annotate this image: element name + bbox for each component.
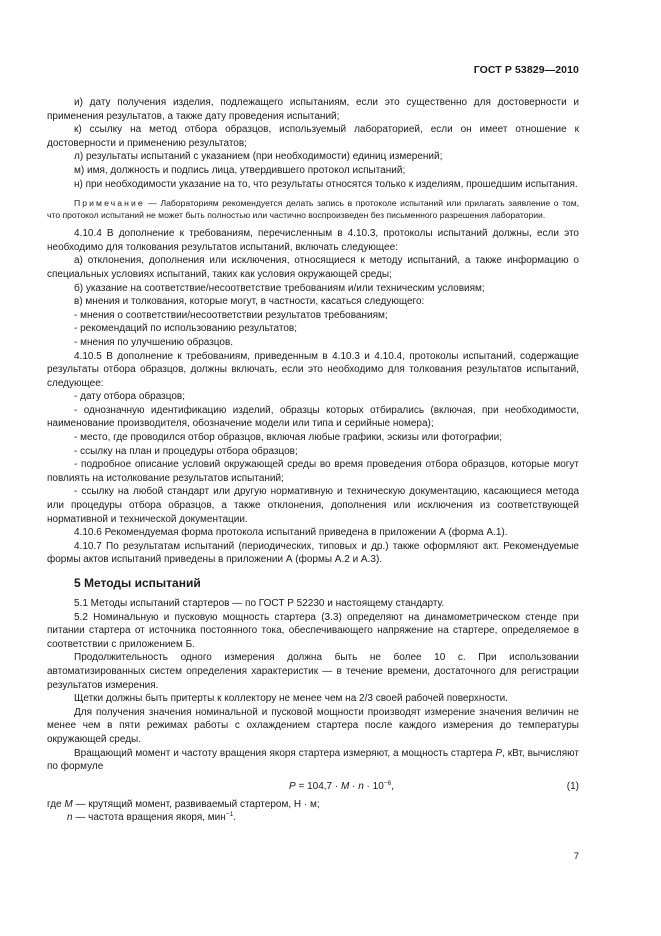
list-item: - подробное описание условий окружающей среды во время проведения отбора образцов, которые могут повлиять на истолкование результатов испытаний; xyxy=(47,459,579,484)
text-span: , xyxy=(391,780,394,792)
note xyxy=(47,197,579,221)
text-span: — частота вращения якоря, мин xyxy=(72,812,226,824)
list-item: в) мнения и толкования, которые могут, в частности, касаться следующего: xyxy=(74,296,425,308)
list-item: - мнения о соответствии/несоответствии результатов требованиям; xyxy=(74,309,388,321)
list-item: л) результаты испытаний с указанием (при необходимости) единиц измерений; xyxy=(74,151,443,163)
exponent: −6 xyxy=(383,779,392,787)
formula-expression xyxy=(289,780,394,794)
formula-number: (1) xyxy=(566,780,579,792)
variable: n xyxy=(67,812,73,824)
note-text: — Лабораториям рекомендуется делать запись в протоколе испытаний или прилагать заявление о том, что протокол испытаний не может быть полностью или частично воспроизведен без письменного разрешения лаборатории. xyxy=(47,198,579,221)
variable: M xyxy=(340,780,350,792)
list-item: - ссылку на любой стандарт или другую нормативную и техническую документацию, касающиеся метода или процедуры отбора образцов, а также отклонения, дополнения или исключения из соответствующей нормативной и технической документации. xyxy=(47,486,579,525)
section-5-title: 5 Методы испытаний xyxy=(74,576,201,590)
list-item: б) указание на соответствие/несоответствие требованиям и/или техническим условиям; xyxy=(74,282,485,294)
text-span: где xyxy=(47,798,65,810)
clause-5-1: 5.1 Методы испытаний стартеров — по ГОСТ Р 52230 и настоящему стандарту. xyxy=(74,598,445,609)
paragraph: Для получения значения номинальной и пусковой мощности производят измерение значения величин не менее чем в пяти режимах работы с охлаждением стартера после каждого измерения до температуры окружающей среды. xyxy=(47,706,579,745)
variable: P xyxy=(495,747,503,759)
page-content xyxy=(47,96,579,825)
note-label: Примечание xyxy=(74,198,145,209)
variable: M xyxy=(64,798,73,810)
list-item: к) ссылку на метод отбора образцов, используемый лабораторией, если он имеет отношение к достоверности и применению результатов; xyxy=(47,124,579,149)
list-item: н) при необходимости указание на то, что результаты относятся только к изделиям, прошедшим испытания. xyxy=(74,178,578,190)
list-item: м) имя, должность и подпись лица, утвердившего протокол испытаний; xyxy=(74,164,406,176)
clause-5-2: 5.2 Номинальную и пусковую мощность стартера (3.3) определяют на динамометрическом стенде при питании стартера от источника постоянного тока, обеспечивающего напряжение на стартере, определяемое в соответствии с приложением Б. xyxy=(47,611,579,650)
paragraph: Щетки должны быть притерты к коллектору не менее чем на 2/3 своей рабочей поверхности. xyxy=(74,693,508,705)
list-item: а) отклонения, дополнения или исключения, относящиеся к методу испытаний, а также информацию о специальных условиях испытаний, таких как условия окружающей среды; xyxy=(47,255,579,280)
text-span: , кВт, вычисляют по формуле xyxy=(47,747,579,773)
clause-4-10-5: 4.10.5 В дополнение к требованиям, приведенным в 4.10.3 и 4.10.4, протоколы испытаний, содержащие результаты отбора образцов, должны включать, если это необходимо для толкования результатов испытаний, следующее: xyxy=(47,350,579,389)
text-span: Вращающий момент и частоту вращения якоря стартера измеряют, а мощность стартера xyxy=(74,747,496,759)
where-line xyxy=(47,798,579,812)
paragraph: Продолжительность одного измерения должна быть не более 10 с. При использовании автоматизированных систем определения характеристик — в течение времени, достаточного для регистрации результатов измерения. xyxy=(47,652,579,691)
list-item: - дату отбора образцов; xyxy=(74,391,186,403)
exponent: −1 xyxy=(225,811,234,819)
list-item: - мнения по улучшению образцов. xyxy=(74,336,234,348)
list-item: - место, где проводился отбор образцов, включая любые графики, эскизы или фотографии; xyxy=(74,432,503,444)
where-line xyxy=(47,811,579,825)
text-span: · xyxy=(349,780,359,792)
clause-4-10-7: 4.10.7 По результатам испытаний (периодических, типовых и др.) также оформляют акт. Рекомендуемые формы актов испытаний приведены в приложении А (формы А.2 и А.3). xyxy=(47,540,579,566)
list-item: - однозначную идентификацию изделий, образцы которых отбирались (включая, при необходимости, наименование производителя, обозначение модели или типа и серийные номера); xyxy=(47,404,579,430)
formula-1 xyxy=(47,780,579,796)
text-span: . xyxy=(233,812,236,824)
standard-header: ГОСТ Р 53829—2010 xyxy=(473,64,579,76)
text-span: = 104,7 · xyxy=(295,780,341,792)
clause-4-10-4: 4.10.4 В дополнение к требованиям, перечисленным в 4.10.3, протоколы испытаний должны, если это необходимо для толкования результатов испытаний, включать следующее: xyxy=(47,228,579,253)
text-span: — крутящий момент, развиваемый стартером, Н · м; xyxy=(72,798,320,810)
page-number: 7 xyxy=(573,851,579,862)
list-item: - рекомендаций по использованию результатов; xyxy=(74,323,297,335)
variable: P xyxy=(289,780,296,792)
clause-4-10-6: 4.10.6 Рекомендуемая форма протокола испытаний приведена в приложении А (форма А.1). xyxy=(74,527,508,539)
paragraph xyxy=(47,747,579,774)
text-span: · 10 xyxy=(363,780,384,792)
list-item: - ссылку на план и процедуры отбора образцов; xyxy=(74,445,298,457)
list-item: и) дату получения изделия, подлежащего испытаниям, если это существенно для достоверности и применения результатов, а также дату проведения испытаний; xyxy=(47,97,579,122)
variable: n xyxy=(358,780,364,792)
